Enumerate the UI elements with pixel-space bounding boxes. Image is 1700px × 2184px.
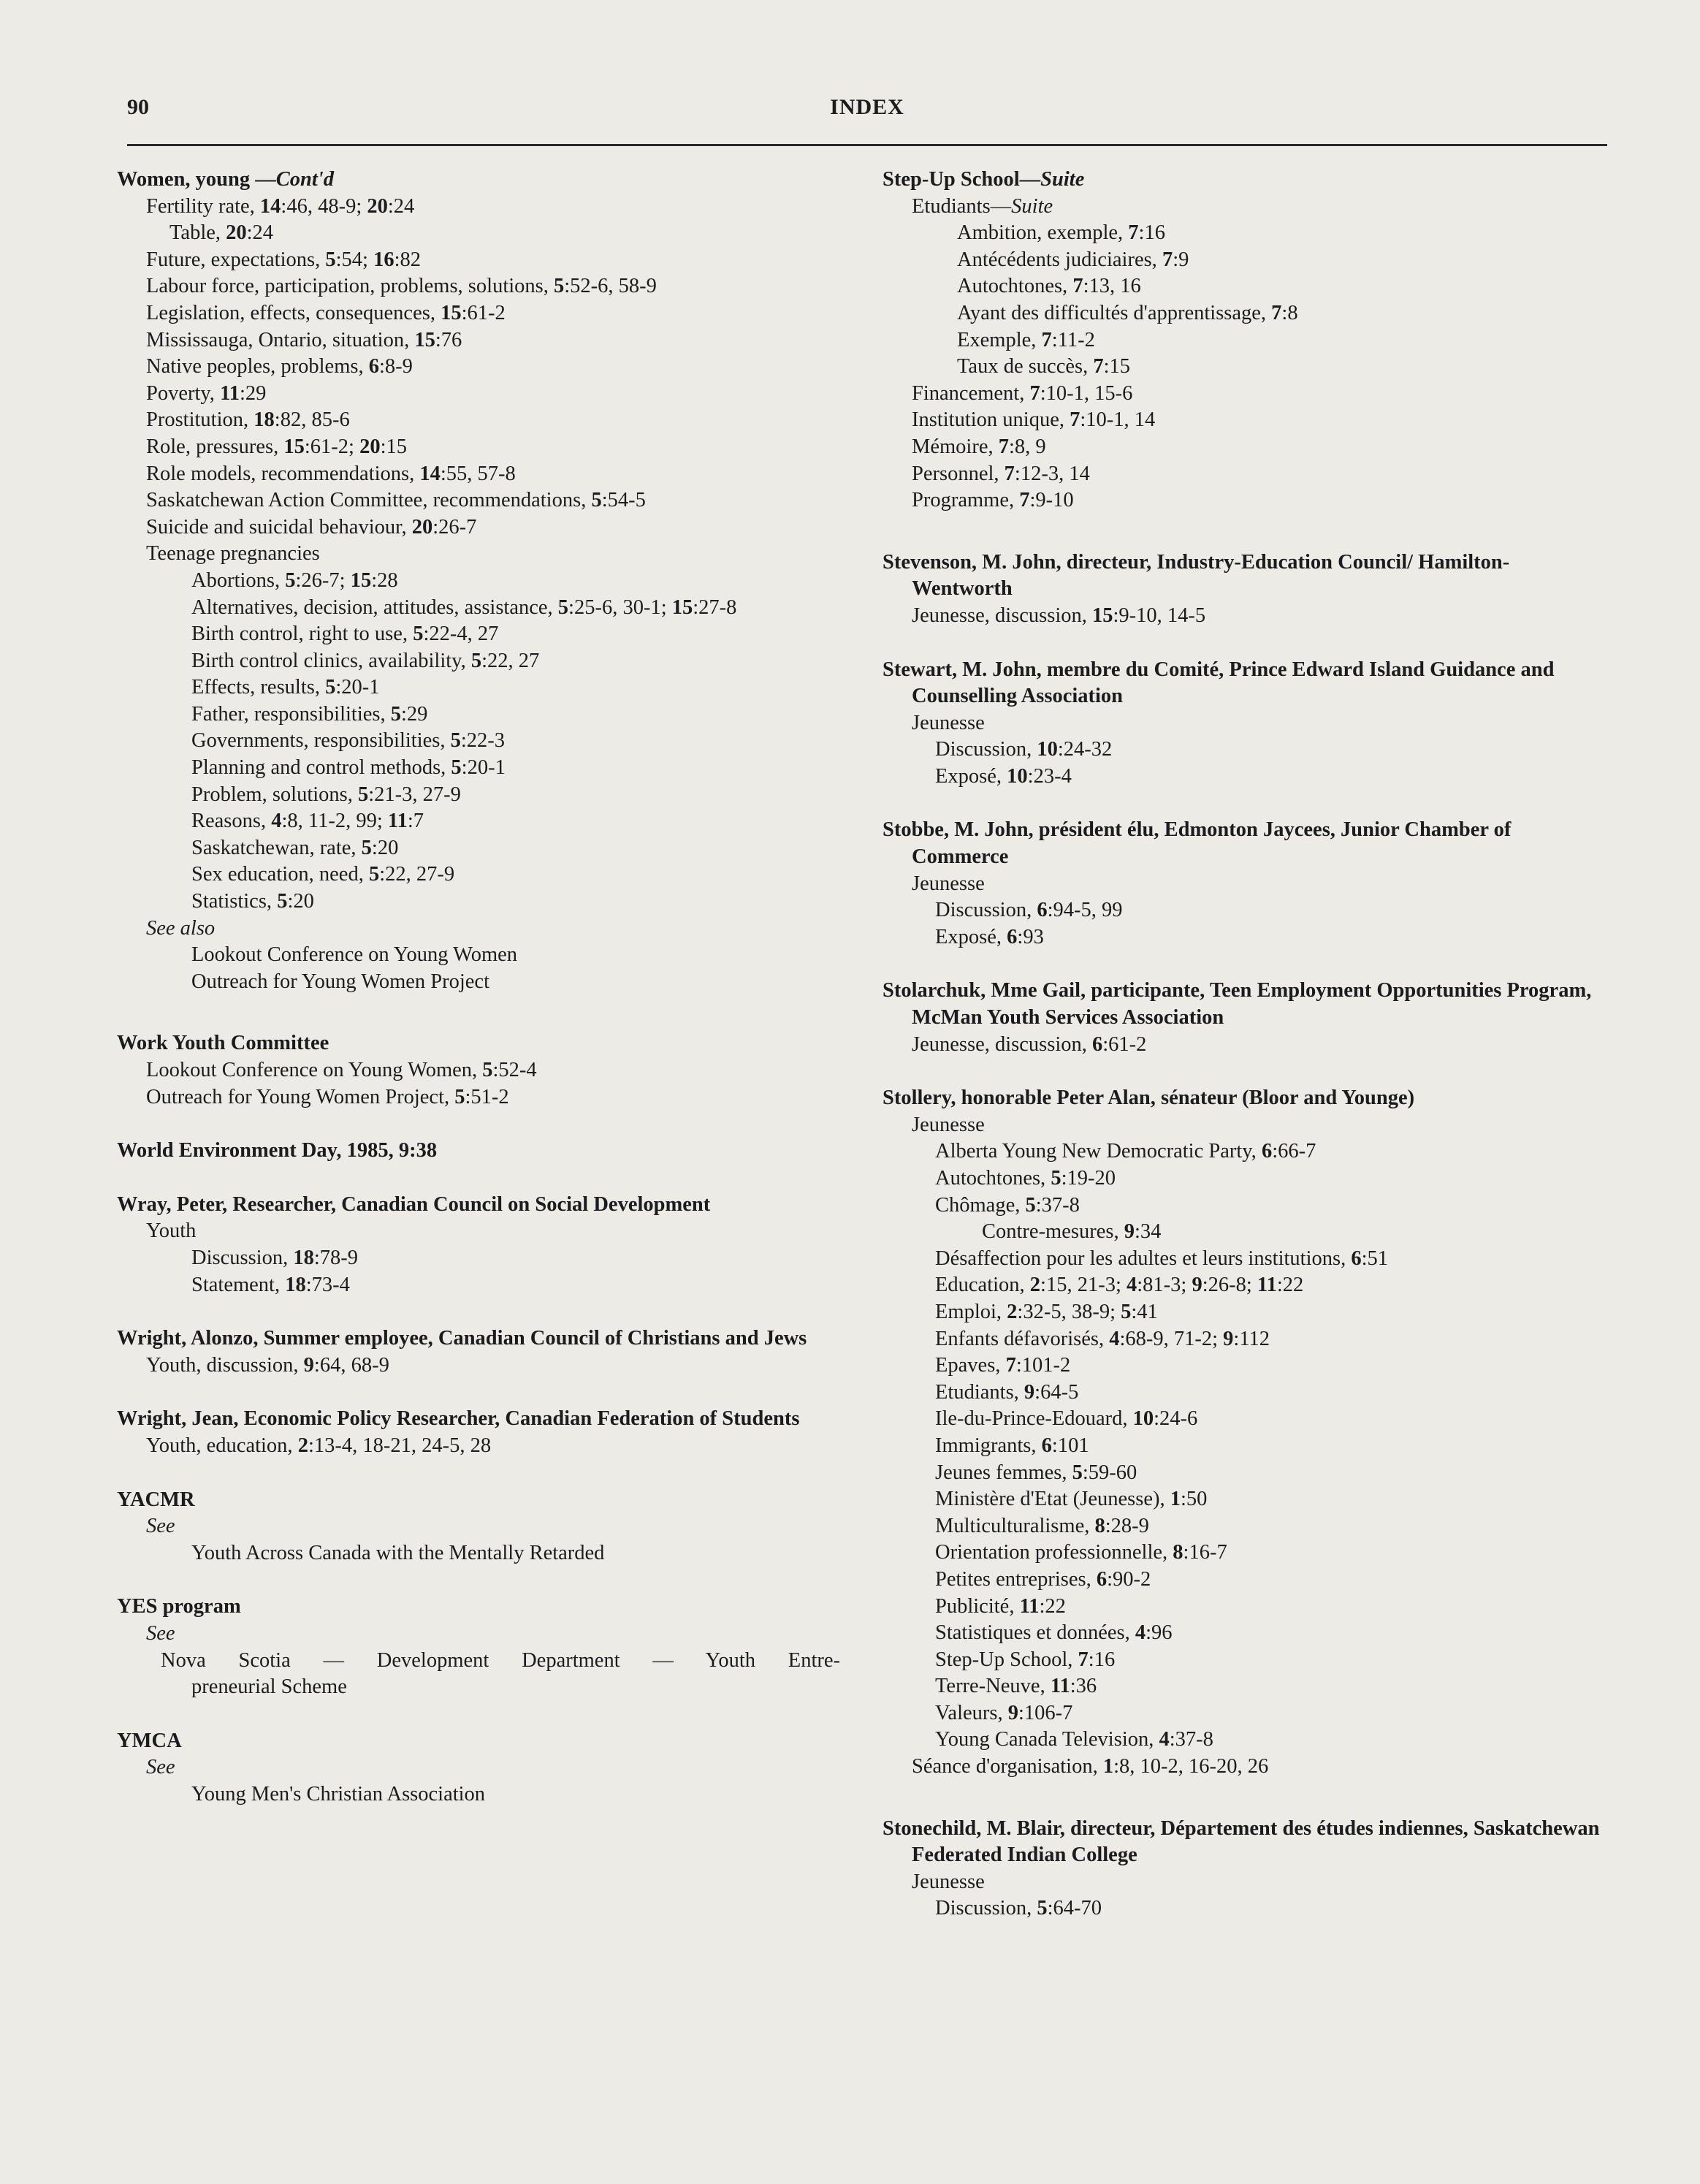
index-heading: Step-Up School—Suite bbox=[883, 168, 1085, 191]
index-subentry: Autochtones, 7:13, 16 bbox=[957, 275, 1141, 298]
index-subentry: Ministère d'Etat (Jeunesse), 1:50 bbox=[935, 1488, 1208, 1511]
index-subentry: Future, expectations, 5:54; 16:82 bbox=[146, 248, 421, 271]
index-subentry: Discussion, 6:94-5, 99 bbox=[935, 899, 1123, 922]
index-subentry: Education, 2:15, 21-3; 4:81-3; 9:26-8; 11:22 bbox=[935, 1274, 1304, 1297]
index-subentry: Orientation professionnelle, 8:16-7 bbox=[935, 1541, 1227, 1564]
index-heading: Stollery, honorable Peter Alan, sénateur (Bloor and Younge) bbox=[883, 1087, 1415, 1110]
see-reference: See also bbox=[146, 916, 216, 940]
see-reference: See bbox=[146, 1756, 175, 1779]
index-subentry: Immigrants, 6:101 bbox=[935, 1434, 1089, 1457]
index-subentry: Father, responsibilities, 5:29 bbox=[191, 702, 428, 726]
index-subentry: Personnel, 7:12-3, 14 bbox=[912, 462, 1090, 485]
index-subentry: Ayant des difficultés d'apprentissage, 7:8 bbox=[957, 301, 1298, 324]
index-subentry: Jeunesse bbox=[912, 711, 985, 734]
entry-spacer bbox=[117, 1701, 840, 1728]
index-heading: Stewart, M. John, membre du Comité, Prince Edward Island Guidance and Counselling Association bbox=[883, 658, 1555, 708]
index-column-right bbox=[883, 167, 1606, 1922]
index-subentry: Antécédents judiciaires, 7:9 bbox=[957, 248, 1189, 271]
index-subentry: Reasons, 4:8, 11-2, 99; 11:7 bbox=[191, 810, 424, 833]
index-subentry: Statistics, 5:20 bbox=[191, 890, 314, 913]
index-subentry: Saskatchewan Action Committee, recommendations, 5:54-5 bbox=[146, 489, 646, 512]
index-heading: YMCA bbox=[117, 1729, 182, 1752]
page-title: INDEX bbox=[830, 95, 904, 119]
entry-spacer bbox=[117, 1567, 840, 1594]
index-subentry: Ile-du-Prince-Edouard, 10:24-6 bbox=[935, 1407, 1198, 1431]
index-heading: YACMR bbox=[117, 1488, 195, 1511]
index-subentry: Emploi, 2:32-5, 38-9; 5:41 bbox=[935, 1300, 1158, 1323]
index-heading: Wright, Alonzo, Summer employee, Canadian Council of Christians and Jews bbox=[117, 1327, 807, 1350]
index-heading: Women, young —Cont'd bbox=[117, 168, 334, 191]
index-heading: Stolarchuk, Mme Gail, participante, Teen Employment Opportunities Program, McMan Youth Services Association bbox=[883, 979, 1592, 1030]
index-subentry: Jeunesse, discussion, 6:61-2 bbox=[912, 1032, 1147, 1056]
index-subentry: Lookout Conference on Young Women, 5:52-4 bbox=[146, 1059, 537, 1081]
index-heading: Wray, Peter, Researcher, Canadian Council on Social Development bbox=[117, 1192, 711, 1216]
index-subentry: Step-Up School, 7:16 bbox=[935, 1648, 1116, 1671]
index-subentry: Etudiants, 9:64-5 bbox=[935, 1380, 1079, 1404]
index-heading: Stevenson, M. John, directeur, Industry-Education Council/ Hamilton-Wentworth bbox=[883, 550, 1510, 601]
header-rule bbox=[127, 144, 1607, 146]
index-subentry: Native peoples, problems, 6:8-9 bbox=[146, 355, 413, 378]
index-subentry: Exposé, 10:23-4 bbox=[935, 764, 1072, 788]
index-subentry: Mémoire, 7:8, 9 bbox=[912, 435, 1046, 458]
index-subentry: Alberta Young New Democratic Party, 6:66-7 bbox=[935, 1140, 1316, 1163]
index-subentry: Youth, discussion, 9:64, 68-9 bbox=[146, 1353, 389, 1377]
index-subentry: Exemple, 7:11-2 bbox=[957, 328, 1095, 351]
index-subentry: Prostitution, 18:82, 85-6 bbox=[146, 408, 350, 432]
index-subentry: preneurial Scheme bbox=[191, 1675, 347, 1699]
index-heading: YES program bbox=[117, 1595, 241, 1618]
index-subentry: Taux de succès, 7:15 bbox=[957, 355, 1131, 378]
index-subentry: Young Men's Christian Association bbox=[191, 1782, 486, 1806]
index-subentry: Autochtones, 5:19-20 bbox=[935, 1167, 1116, 1190]
index-subentry: Terre-Neuve, 11:36 bbox=[935, 1675, 1097, 1698]
index-subentry: Statement, 18:73-4 bbox=[191, 1273, 350, 1296]
index-heading: Stobbe, M. John, président élu, Edmonton Jaycees, Junior Chamber of Commerce bbox=[883, 818, 1512, 869]
index-subentry: Séance d'organisation, 1:8, 10-2, 16-20, 26 bbox=[912, 1755, 1269, 1778]
index-subentry: Nova Scotia — Development Department — Youth Entre- bbox=[161, 1648, 840, 1672]
entry-spacer bbox=[117, 995, 840, 1030]
index-subentry: Abortions, 5:26-7; 15:28 bbox=[191, 568, 398, 592]
index-subentry: Birth control clinics, availability, 5:22, 27 bbox=[191, 649, 540, 672]
index-subentry: Youth Across Canada with the Mentally Retarded bbox=[191, 1541, 605, 1564]
index-subentry: Discussion, 10:24-32 bbox=[935, 738, 1113, 761]
index-subentry: Valeurs, 9:106-7 bbox=[935, 1701, 1073, 1724]
index-subentry: Programme, 7:9-10 bbox=[912, 489, 1074, 512]
page-header bbox=[127, 95, 1607, 136]
index-heading: Work Youth Committee bbox=[117, 1032, 329, 1055]
index-subentry: Sex education, need, 5:22, 27-9 bbox=[191, 863, 455, 886]
index-subentry: Outreach for Young Women Project bbox=[191, 970, 489, 993]
entry-spacer bbox=[117, 1460, 840, 1487]
index-heading: Wright, Jean, Economic Policy Researcher, Canadian Federation of Students bbox=[117, 1407, 800, 1431]
index-subentry: Role, pressures, 15:61-2; 20:15 bbox=[146, 435, 408, 458]
index-subentry: Jeunesse bbox=[912, 872, 985, 895]
index-subentry: Legislation, effects, consequences, 15:61-2 bbox=[146, 301, 506, 324]
index-subentry: Governments, responsibilities, 5:22-3 bbox=[191, 729, 506, 753]
index-subentry: Petites entreprises, 6:90-2 bbox=[935, 1567, 1151, 1591]
index-subentry: Statistiques et données, 4:96 bbox=[935, 1621, 1173, 1645]
index-subentry: Institution unique, 7:10-1, 14 bbox=[912, 408, 1156, 432]
index-subentry: Poverty, 11:29 bbox=[146, 381, 267, 405]
index-subentry: Epaves, 7:101-2 bbox=[935, 1354, 1071, 1377]
index-subentry: Exposé, 6:93 bbox=[935, 925, 1044, 948]
index-subentry: Alternatives, decision, attitudes, assistance, 5:25-6, 30-1; 15:27-8 bbox=[191, 596, 737, 619]
index-subentry: Birth control, right to use, 5:22-4, 27 bbox=[191, 623, 499, 646]
index-subentry: Jeunesse bbox=[912, 1113, 985, 1136]
index-subentry: Multiculturalisme, 8:28-9 bbox=[935, 1514, 1149, 1537]
index-heading: Stonechild, M. Blair, directeur, Département des études indiennes, Saskatchewan Federated Indian College bbox=[883, 1816, 1600, 1867]
index-subentry: Jeunes femmes, 5:59-60 bbox=[935, 1461, 1137, 1484]
index-subentry: Problem, solutions, 5:21-3, 27-9 bbox=[191, 783, 461, 806]
index-subentry: Publicité, 11:22 bbox=[935, 1594, 1066, 1618]
entry-spacer bbox=[883, 951, 1606, 978]
index-subentry: Lookout Conference on Young Women bbox=[191, 943, 518, 967]
index-subentry: Outreach for Young Women Project, 5:51-2 bbox=[146, 1085, 509, 1108]
index-subentry: Jeunesse bbox=[912, 1870, 985, 1893]
entry-spacer bbox=[117, 1298, 840, 1325]
index-subentry: Saskatchewan, rate, 5:20 bbox=[191, 836, 399, 859]
index-subentry: Discussion, 5:64-70 bbox=[935, 1897, 1102, 1920]
index-subentry: Financement, 7:10-1, 15-6 bbox=[912, 381, 1133, 405]
index-subentry: Enfants défavorisés, 4:68-9, 71-2; 9:112 bbox=[935, 1327, 1270, 1350]
index-subentry: Suicide and suicidal behaviour, 20:26-7 bbox=[146, 515, 477, 539]
see-reference: See bbox=[146, 1515, 175, 1538]
index-subentry: Young Canada Television, 4:37-8 bbox=[935, 1728, 1213, 1751]
index-heading: World Environment Day, 1985, 9:38 bbox=[117, 1139, 438, 1163]
index-subentry: Fertility rate, 14:46, 48-9; 20:24 bbox=[146, 194, 415, 218]
index-subentry: Jeunesse, discussion, 15:9-10, 14-5 bbox=[912, 604, 1206, 627]
index-subentry: Youth bbox=[146, 1220, 197, 1243]
see-reference: See bbox=[146, 1621, 175, 1645]
index-subentry: Désaffection pour les adultes et leurs institutions, 6:51 bbox=[935, 1247, 1389, 1270]
index-column-left bbox=[117, 167, 840, 1808]
index-subentry: Labour force, participation, problems, solutions, 5:52-6, 58-9 bbox=[146, 275, 657, 298]
entry-spacer bbox=[883, 1058, 1606, 1085]
index-subentry: Chômage, 5:37-8 bbox=[935, 1193, 1080, 1217]
index-subentry: Youth, education, 2:13-4, 18-21, 24-5, 28 bbox=[146, 1434, 492, 1457]
index-subentry: Effects, results, 5:20-1 bbox=[191, 676, 380, 699]
index-subentry: Teenage pregnancies bbox=[146, 542, 320, 566]
index-subentry: Mississauga, Ontario, situation, 15:76 bbox=[146, 328, 462, 351]
index-subentry: Etudiants—Suite bbox=[912, 194, 1053, 218]
index-subentry: Planning and control methods, 5:20-1 bbox=[191, 756, 506, 780]
page-number: 90 bbox=[127, 95, 149, 119]
index-subentry: Role models, recommendations, 14:55, 57-8 bbox=[146, 462, 516, 485]
entry-spacer bbox=[117, 1165, 840, 1192]
entry-spacer bbox=[883, 790, 1606, 817]
entry-spacer bbox=[883, 514, 1606, 549]
index-subentry: Ambition, exemple, 7:16 bbox=[957, 221, 1165, 245]
entry-spacer bbox=[117, 1379, 840, 1406]
index-subentry: Discussion, 18:78-9 bbox=[191, 1246, 359, 1269]
index-subentry: Contre-mesures, 9:34 bbox=[982, 1220, 1162, 1244]
entry-spacer bbox=[883, 630, 1606, 657]
entry-spacer bbox=[883, 1781, 1606, 1816]
index-subentry: Table, 20:24 bbox=[169, 221, 274, 245]
entry-spacer bbox=[117, 1111, 840, 1138]
